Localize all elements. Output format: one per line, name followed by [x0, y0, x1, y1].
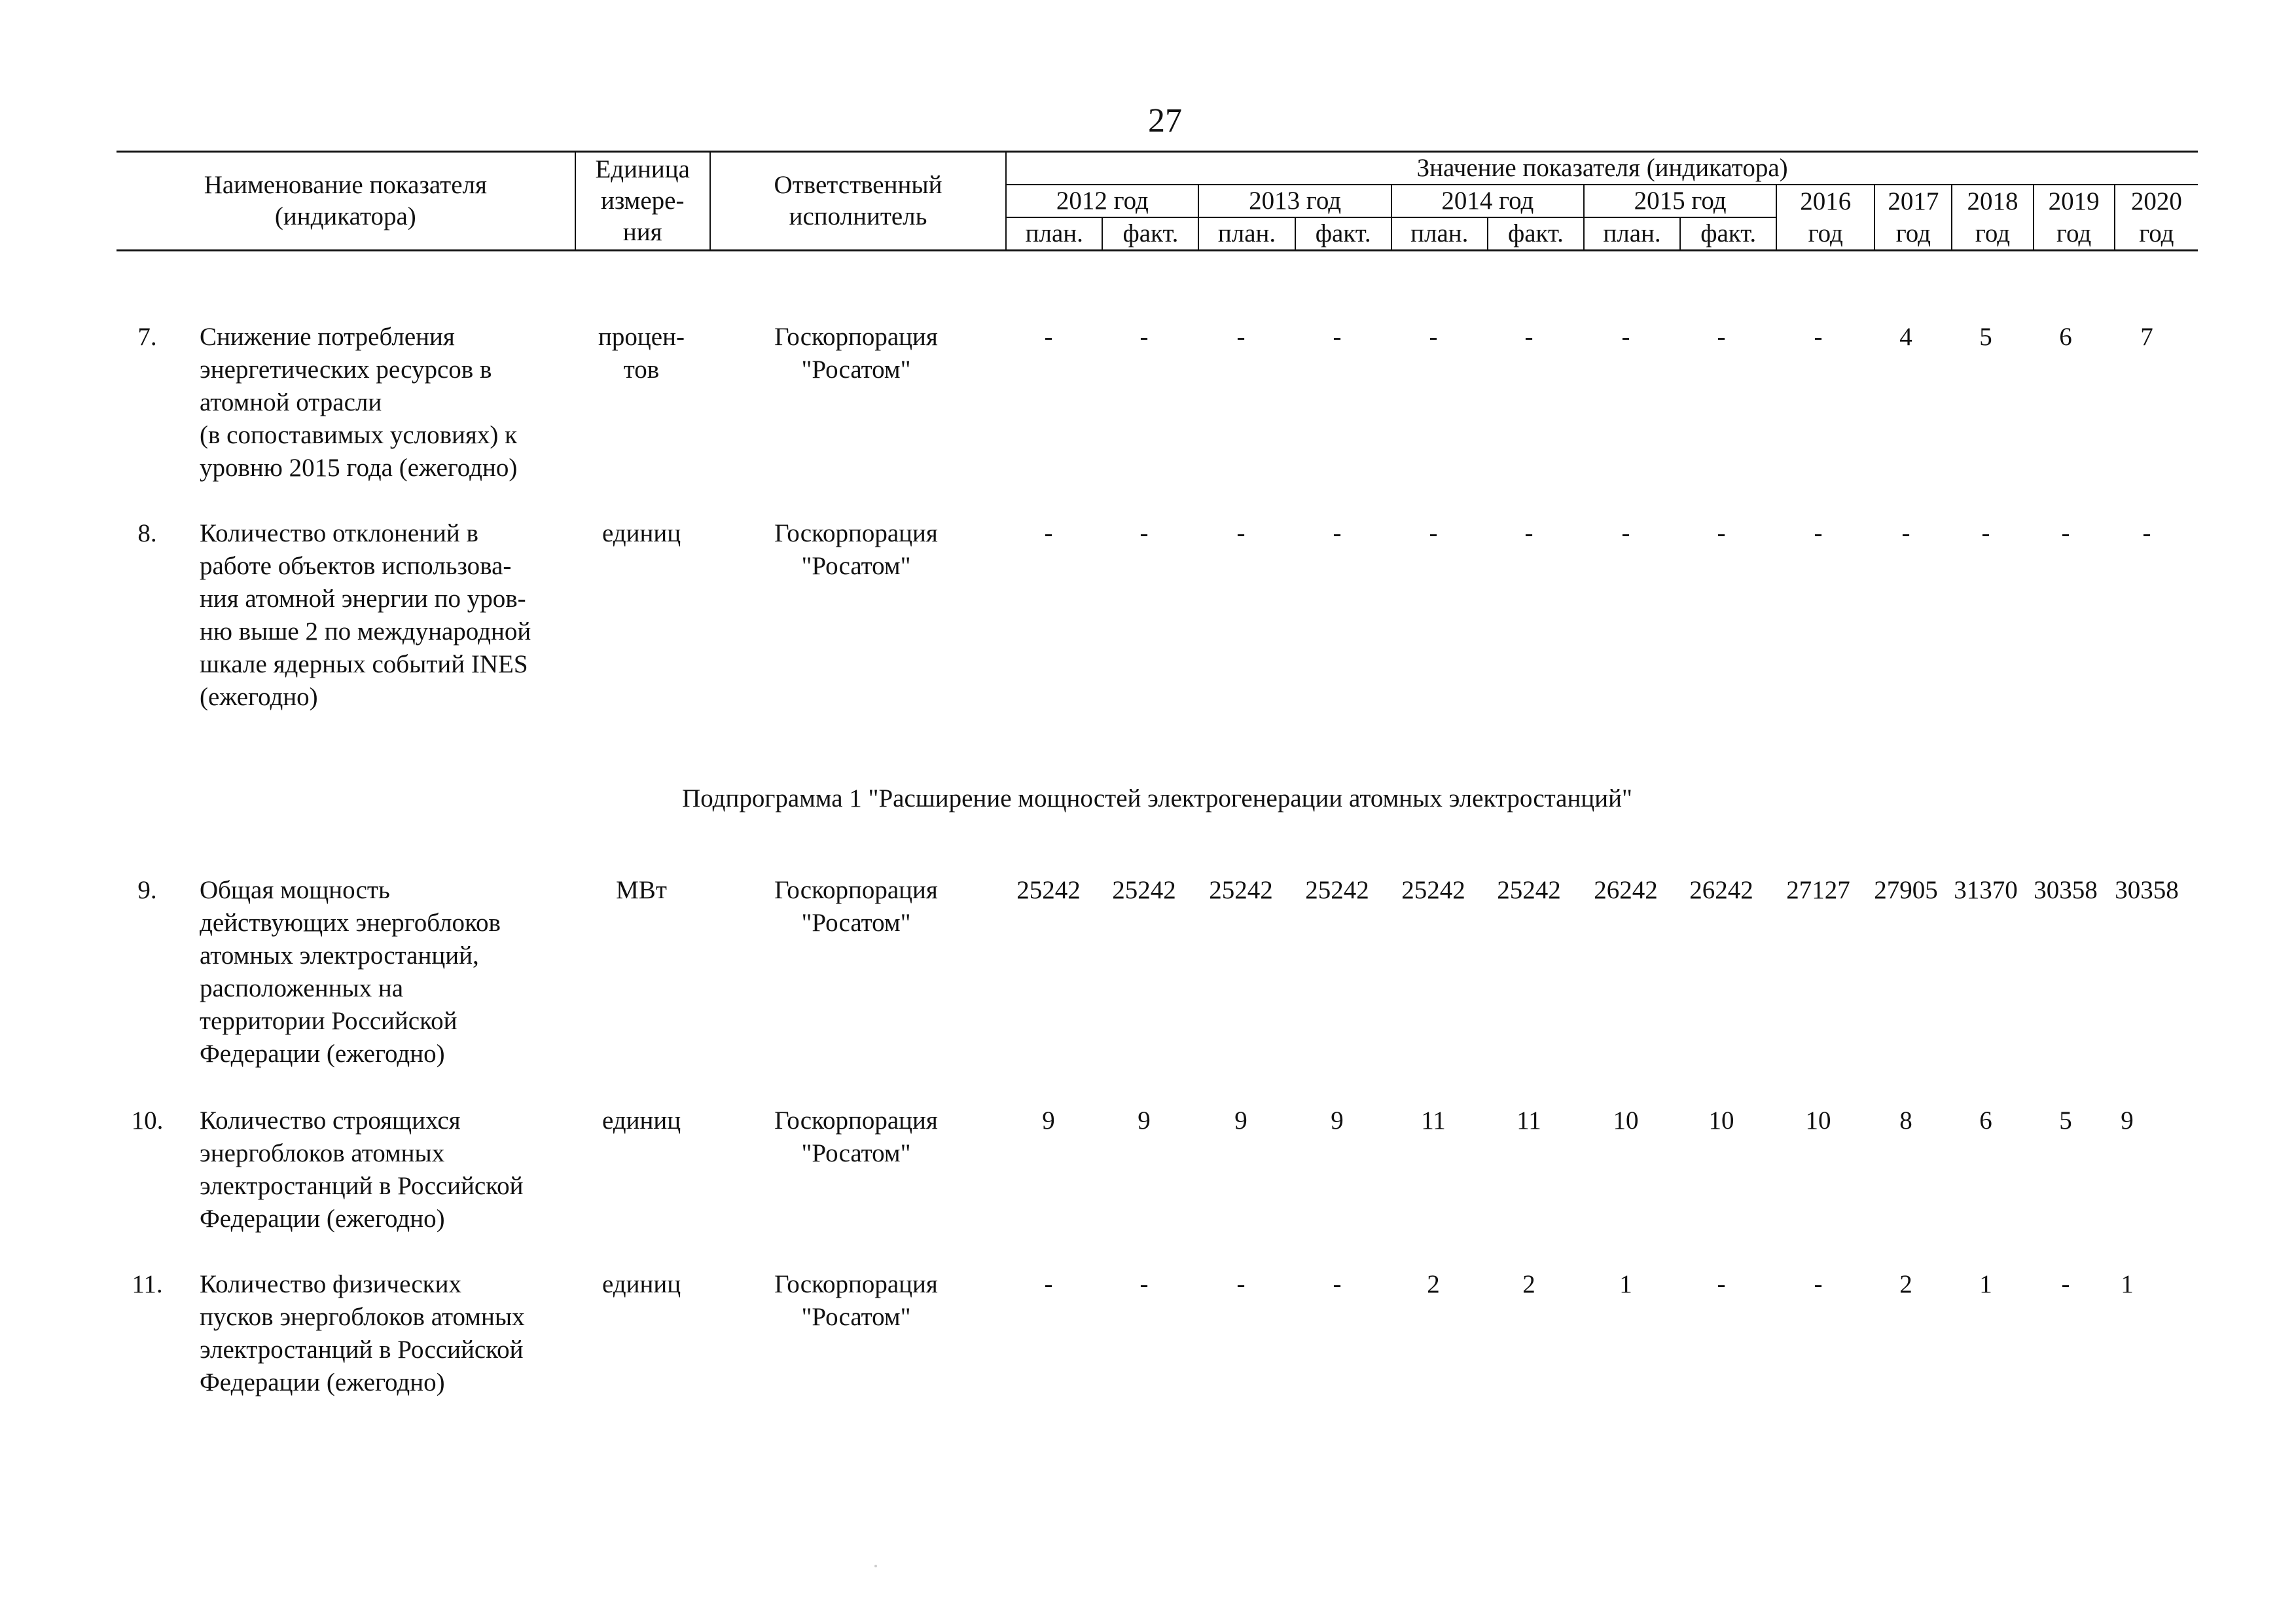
header-plan-2014: план.: [1391, 217, 1488, 251]
value-2012-plan: -: [1044, 1270, 1053, 1298]
header-year-2017: 2017: [1874, 185, 1952, 217]
value-2019: 30358: [2034, 876, 2098, 904]
header-year-2018: 2018: [1952, 185, 2033, 217]
indicator-name: Количество физических пусков энергоблоков атомных электростанций в Российской Федерации (ежегодно): [200, 1270, 525, 1396]
indicator-responsible: Госкорпорация "Росатом": [774, 1106, 938, 1167]
value-2015-plan: 10: [1613, 1106, 1639, 1135]
value-2013-plan: -: [1236, 323, 1246, 351]
value-2013-fact: -: [1333, 323, 1342, 351]
value-2016: -: [1814, 323, 1823, 351]
row-number: 9.: [137, 876, 157, 904]
row-number: 7.: [137, 323, 157, 351]
value-2016: 27127: [1786, 876, 1850, 904]
value-2015-fact: -: [1717, 1270, 1726, 1298]
indicator-unit: процен- тов: [598, 323, 685, 384]
indicator-name: Количество отклонений в работе объектов использова- ния атомной энергии по уров- ню выше 2 по международной шкале ядерных событий INES (ежегодно): [200, 519, 531, 711]
header-god-2016: год: [1776, 217, 1874, 251]
value-2019: -: [2061, 519, 2070, 547]
value-2019: 6: [2059, 323, 2072, 351]
indicator-table-header: [117, 151, 2198, 251]
value-2016: 10: [1805, 1106, 1831, 1135]
value-2012-plan: -: [1044, 323, 1053, 351]
value-2014-fact: -: [1524, 323, 1534, 351]
header-god-2018: год: [1952, 217, 2033, 251]
value-2015-plan: 1: [1619, 1270, 1632, 1298]
value-2014-fact: 25242: [1497, 876, 1561, 904]
value-2018: 1: [1979, 1270, 1992, 1298]
header-plan-2013: план.: [1198, 217, 1295, 251]
value-2012-fact: -: [1139, 519, 1149, 547]
value-2020: 7: [2140, 323, 2153, 351]
header-year-2015: 2015 год: [1584, 185, 1776, 217]
value-2018: 31370: [1954, 876, 2018, 904]
subprogram-title: Подпрограмма 1 "Расширение мощностей электрогенерации атомных электростанций": [682, 784, 1632, 812]
value-2017: 4: [1899, 323, 1912, 351]
header-god-2017: год: [1874, 217, 1952, 251]
value-2018: -: [1981, 519, 1990, 547]
indicator-unit: МВт: [616, 876, 667, 904]
indicator-responsible: Госкорпорация "Росатом": [774, 323, 938, 384]
value-2012-fact: -: [1139, 1270, 1149, 1298]
value-2017: 2: [1899, 1270, 1912, 1298]
header-fact-2015: факт.: [1680, 217, 1776, 251]
header-year-2020: 2020: [2115, 185, 2198, 217]
value-2013-plan: 25242: [1209, 876, 1273, 904]
value-2014-fact: 11: [1516, 1106, 1541, 1135]
indicator-unit: единиц: [601, 1106, 681, 1135]
header-year-2012: 2012 год: [1006, 185, 1198, 217]
value-2014-fact: 2: [1522, 1270, 1535, 1298]
value-2013-plan: 9: [1234, 1106, 1247, 1135]
value-2015-fact: -: [1717, 519, 1726, 547]
indicator-unit: единиц: [601, 519, 681, 547]
indicator-unit: единиц: [601, 1270, 681, 1298]
scan-speck: [874, 1565, 877, 1567]
header-name: Наименование показателя (индикатора): [204, 171, 487, 230]
header-year-2014: 2014 год: [1391, 185, 1584, 217]
page-number: 27: [1148, 102, 1182, 139]
value-2013-plan: -: [1236, 1270, 1246, 1298]
row-number: 8.: [137, 519, 157, 547]
header-year-2013: 2013 год: [1198, 185, 1391, 217]
value-2013-plan: -: [1236, 519, 1246, 547]
header-year-2019: 2019: [2034, 185, 2115, 217]
value-2016: -: [1814, 519, 1823, 547]
value-2013-fact: 25242: [1305, 876, 1369, 904]
value-2015-plan: -: [1621, 519, 1630, 547]
value-2017: 27905: [1874, 876, 1938, 904]
indicator-name: Снижение потребления энергетических ресурсов в атомной отрасли (в сопоставимых условиях) к уровню 2015 года (ежегодно): [200, 323, 518, 482]
value-2016: -: [1814, 1270, 1823, 1298]
value-2014-plan: 25242: [1401, 876, 1465, 904]
value-2018: 6: [1979, 1106, 1992, 1135]
value-2017: 8: [1899, 1106, 1912, 1135]
row-number: 10.: [131, 1106, 164, 1135]
value-2020: 30358: [2115, 876, 2179, 904]
value-2015-fact: 26242: [1689, 876, 1753, 904]
value-2020: 1: [2121, 1270, 2134, 1298]
value-2015-fact: 10: [1708, 1106, 1734, 1135]
header-plan-2015: план.: [1584, 217, 1680, 251]
indicator-name: Количество строящихся энергоблоков атомных электростанций в Российской Федерации (ежегодно): [200, 1106, 524, 1233]
value-2012-fact: -: [1139, 323, 1149, 351]
value-2014-plan: -: [1429, 519, 1438, 547]
value-2012-plan: 25242: [1016, 876, 1081, 904]
value-2014-plan: 2: [1427, 1270, 1440, 1298]
value-2018: 5: [1979, 323, 1992, 351]
header-fact-2013: факт.: [1295, 217, 1391, 251]
value-2012-plan: -: [1044, 519, 1053, 547]
value-2017: -: [1901, 519, 1910, 547]
value-2013-fact: -: [1333, 1270, 1342, 1298]
indicator-responsible: Госкорпорация "Росатом": [774, 876, 938, 937]
indicator-responsible: Госкорпорация "Росатом": [774, 519, 938, 580]
header-plan-2012: план.: [1006, 217, 1102, 251]
value-2019: -: [2061, 1270, 2070, 1298]
header-responsible: Ответственный исполнитель: [710, 152, 1006, 251]
row-number: 11.: [132, 1270, 163, 1298]
header-god-2020: год: [2115, 217, 2198, 251]
header-fact-2012: факт.: [1102, 217, 1198, 251]
value-2013-fact: -: [1333, 519, 1342, 547]
value-2015-plan: 26242: [1594, 876, 1658, 904]
header-god-2019: год: [2034, 217, 2115, 251]
indicator-name: Общая мощность действующих энергоблоков атомных электростанций, расположенных на территории Российской Федерации (ежегодно): [200, 876, 501, 1068]
value-2015-fact: -: [1717, 323, 1726, 351]
header-unit: Единица измере- ния: [575, 152, 710, 251]
value-2012-plan: 9: [1042, 1106, 1055, 1135]
value-2012-fact: 25242: [1112, 876, 1176, 904]
value-2020: -: [2142, 519, 2151, 547]
value-2014-plan: -: [1429, 323, 1438, 351]
value-2020: 9: [2121, 1106, 2134, 1135]
value-2015-plan: -: [1621, 323, 1630, 351]
indicator-responsible: Госкорпорация "Росатом": [774, 1270, 938, 1331]
header-value-title: Значение показателя (индикатора): [1006, 152, 2198, 185]
header-year-2016: 2016: [1776, 185, 1874, 217]
value-2012-fact: 9: [1138, 1106, 1151, 1135]
value-2014-plan: 11: [1421, 1106, 1446, 1135]
value-2019: 5: [2059, 1106, 2072, 1135]
value-2014-fact: -: [1524, 519, 1534, 547]
value-2013-fact: 9: [1331, 1106, 1344, 1135]
header-fact-2014: факт.: [1488, 217, 1584, 251]
